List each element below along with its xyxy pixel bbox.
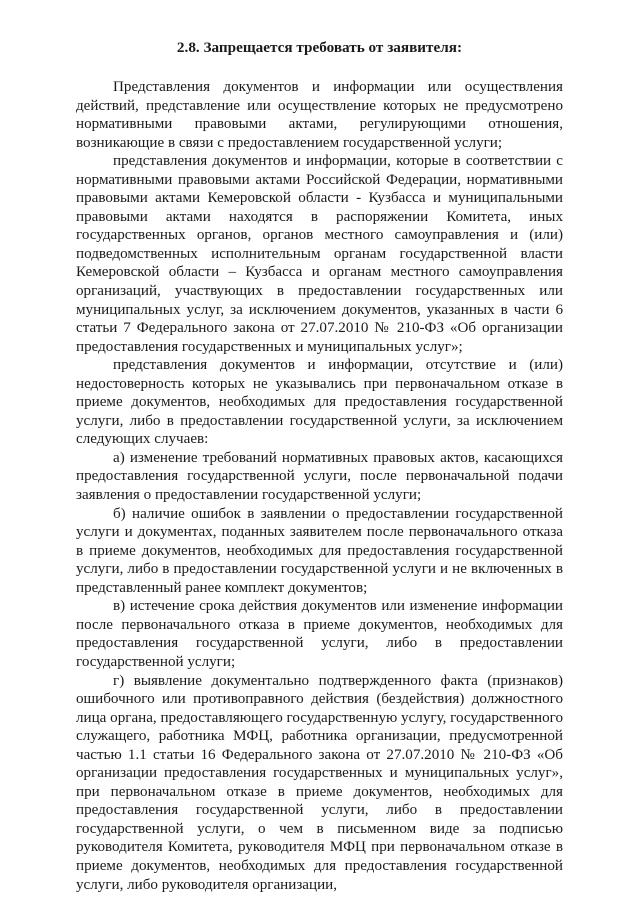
list-item-a: а) изменение требований нормативных правовых актов, касающихся предоставления государственной услуги, после первоначальной подачи заявления о предоставлении государственной услуги; (76, 449, 563, 504)
document-body (76, 78, 563, 894)
list-item-b: б) наличие ошибок в заявлении о предоставлении государственной услуги и документах, поданных заявителем после первоначального отказа в приеме документов, необходимых для предоставления государственной услуги, либо в предоставлении государственной услуги и не включенных в представленный ранее комплект документов; (76, 505, 563, 596)
paragraph-documents-in-possession: представления документов и информации, которые в соответствии с нормативными правовыми актами Российской Федерации, нормативными правовыми актами Кемеровской области - Кузбасса и муниципальными правовыми актами находятся в распоряжении Комитета, иных государственных органов, органов местного самоуправления и (или) подведомственных исполнительным органам государственной власти Кемеровской области – Кузбасса и органам местного самоуправления организаций, участвующих в предоставлении государственных или муниципальных услуг, за исключением документов, указанных в части 6 статьи 7 Федерального закона от 27.07.2010 № 210-ФЗ «Об организации предоставления государственных и муниципальных услуг»; (76, 153, 563, 355)
paragraph-prohibited-actions: Представления документов и информации или осуществления действий, представление или осуществление которых не предусмотрено нормативными правовыми актами, регулирующими отношения, возникающие в связи с предоставлением государственной услуги; (76, 79, 563, 151)
list-item-v: в) истечение срока действия документов или изменение информации после первоначального отказа в приеме документов, необходимых для предоставления государственной услуги, либо в предоставлении государственной услуги; (76, 598, 563, 670)
section-heading: 2.8. Запрещается требовать от заявителя: (176, 39, 463, 56)
paragraph-unreliable-documents: представления документов и информации, отсутствие и (или) недостоверность которых не указывались при первоначальном отказе в приеме документов, необходимых для предоставления государственной услуги, либо в предоставлении государственной услуги, за исключением следующих случаев: (76, 357, 563, 448)
list-item-g: г) выявление документально подтвержденного факта (признаков) ошибочного или противоправного действия (бездействия) должностного лица органа, предоставляющего государственную услугу, государственного служащего, работника МФЦ, работника организации, предусмотренной частью 1.1 статьи 16 Федерального закона от 27.07.2010 № 210-ФЗ «Об организации предоставления государственных и муниципальных услуг», при первоначальном отказе в приеме документов, необходимых для предоставления государственной услуги, либо в предоставлении государственной услуги, о чем в письменном виде за подписью руководителя Комитета, руководителя МФЦ при первоначальном отказе в приеме документов, необходимых для предоставления государственной услуги, либо руководителя организации, (76, 672, 564, 893)
